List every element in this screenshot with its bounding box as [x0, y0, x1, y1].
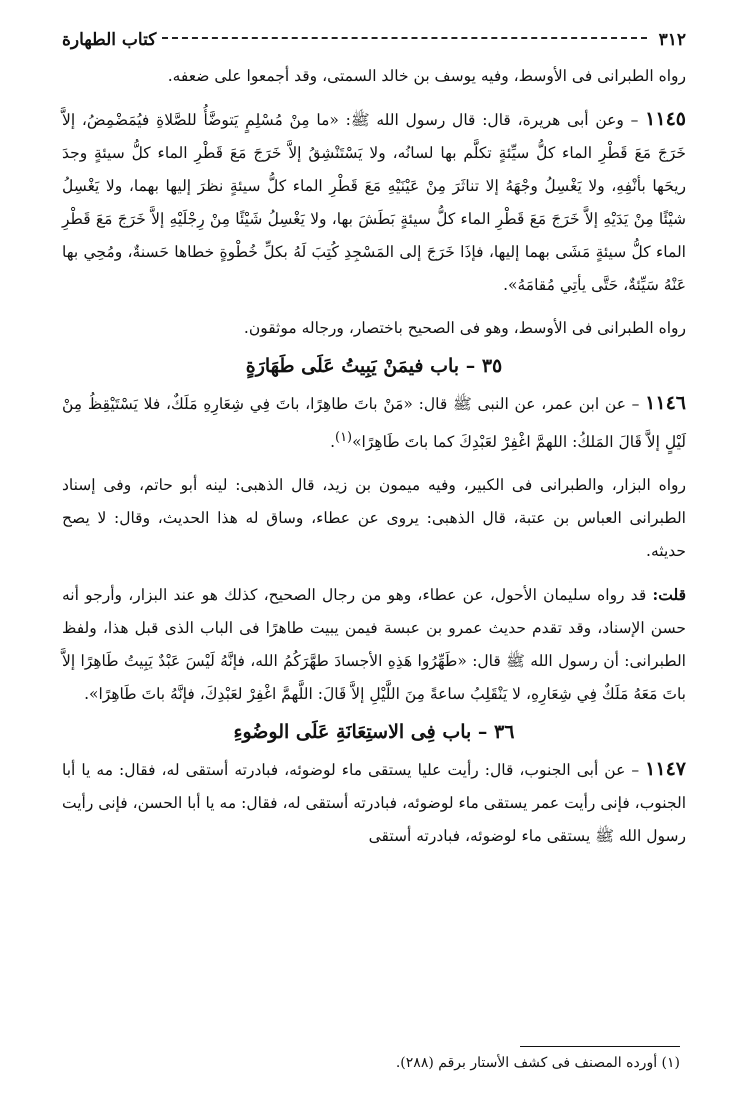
hadith-text-1147: – عن أبى الجنوب، قال: رأيت عليا يستقى ماء لوضوئه، فبادرته أستقى له، فقال: مه يا أبا الجنوب، فإنى رأيت عمر يستقى ماء لوضوئه، فبادرته أستقى له، فقال: مه يا أبا الحسن، فإنى رأيت رسول الله ﷺ يستقى ماء لوضوئه، فبادرته أستقى: [62, 761, 686, 846]
page-number: ٣١٢: [658, 30, 686, 50]
page-body: [62, 30, 686, 853]
footnote: (١) أورده المصنف فى كشف الأستار برقم (٢٨٨).: [395, 1055, 680, 1071]
source-note-3-text: رواه البزار، والطبرانى فى الكبير، وفيه ميمون بن زيد، قال الذهبى: لينه أبو حاتم، وفى إسناد الطبرانى العباس بن عتبة، قال الذهبى: يروى عن عطاء، وساق له هذا الحديث، وقال: لا يصح حديثه.: [62, 476, 686, 561]
hadith-1145: [62, 103, 686, 302]
footnote-ref: (١): [335, 430, 353, 445]
hadith-1146: ١١٤٦ – عن ابن عمر، عن النبى ﷺ قال: «مَنْ باتَ طاهِرًا، باتَ فِي شِعَارِهِ مَلَكٌ، فلا يَسْتَيْقِظُ مِنْ لَيْلٍ إلاَّ قَالَ المَلكُ: اللهمَّ اغْفِرْ لعَبْدِكَ كما باتَ طَاهِرًا»$^{(١)}$.: [62, 392, 686, 452]
source-note-1: [62, 60, 686, 93]
source-note-3: [62, 469, 686, 568]
running-header: [62, 30, 686, 58]
chapter-heading-35: ٣٥ – باب فيمَنْ يَبِيتُ عَلَى طَهَارَةٍ: [245, 355, 503, 377]
hadith-text-1145: – وعن أبى هريرة، قال: قال رسول الله ﷺ: «ما مِنْ مُسْلِمٍ يَتوضَّأُ للصَّلاةِ فيُمَضْمِضُ، إلاَّ خَرَجَ مَعَ قَطْرِ الماء كلُّ سيِّئةٍ تكلَّم بها لسانُه، ولا يَسْتَنْشِقُ إلاَّ خَرَجَ مَعَ قَطْرِ الماء كلُّ سيئةٍ وجدَ ريحَها بأنْفِهِ، ولا يَغْسِلُ وجْهَهُ إلا تناثَرَ مِنْ عَيْنَيْهِ مَعَ قَطْرِ الماء كلُّ سيئةٍ نظرَ إليها بهما، ولا يَغْسِلُ شيْئًا مِنْ يَدَيْهِ إلاَّ خَرَجَ مَعَ قَطْرِ الماء كلُّ سيئةٍ بَطَشَ بها، ولا يَغْسِلُ شَيْئًا مِنْ رِجْلَيْهِ إلاَّ خَرَجَ مَعَ قَطْرِ الماء كلُّ سيئةٍ مَشَى بهما إليها، فإذَا خَرَجَ إلى المَسْجِدِ كُتِبَ لَهُ بكلِّ خُطْوةٍ خطاها حَسنةٌ، ومُحِي بها عَنْهُ سَيِّئةٌ، حَتَّى يأتِي مُقامَهُ».: [62, 111, 686, 294]
hadith-number-1145: ١١٤٥: [645, 108, 686, 130]
hadith-number-1147: ١١٤٧: [645, 758, 686, 781]
hadith-text-1146: – عن ابن عمر، عن النبى ﷺ قال: «مَنْ باتَ طاهِرًا، باتَ فِي شِعَارِهِ مَلَكٌ، فلا يَسْتَيْقِظُ مِنْ لَيْلٍ إلاَّ قَالَ المَلكُ: اللهمَّ اغْفِرْ لعَبْدِكَ كما باتَ طَاهِرًا»: [62, 395, 686, 452]
hadith-1147: [62, 753, 686, 853]
header-divider: [162, 37, 646, 39]
footnote-rule: [520, 1046, 680, 1047]
book-title: كتاب الطهارة: [62, 30, 157, 50]
chapter-heading-36: ٣٦ – باب فِى الاستِعَانَةِ عَلَى الوضُوءِ: [233, 721, 515, 744]
hadith-number-1146: ١١٤٦: [645, 392, 686, 414]
commentary: [62, 578, 686, 711]
commentary-lead: قلت:: [652, 585, 686, 605]
source-note-2: [62, 312, 686, 345]
source-note-2-text: رواه الطبرانى فى الأوسط، وهو فى الصحيح باختصار، ورجاله موثقون.: [243, 319, 686, 337]
source-note-1-text: رواه الطبرانى فى الأوسط، وفيه يوسف بن خالد السمتى، وقد أجمعوا على ضعفه.: [167, 67, 686, 85]
commentary-text: قد رواه سليمان الأحول، عن عطاء، وهو من رجال الصحيح، كذلك هو عند البزار، وأرجو أنه حسن الإسناد، وقد تقدم حديث عمرو بن عبسة فيمن يبيت طاهرًا فى الباب الذى قبل هذا، ولفظ الطبرانى: أن رسول الله ﷺ قال: «طَهِّرُوا هَذِهِ الأجسادَ طهَّرَكُمُ الله، فإنَّهُ لَيْسَ عَبْدٌ يَبِيتُ طَاهِرًا إلاَّ باتَ مَعَهُ مَلَكٌ فِي شِعَارِهِ، لا يَنْقَلِبُ ساعةً مِنَ اللَّيْلِ إلاَّ قَالَ: اللَّهمَّ اغْفِرْ لعَبْدِكَ، فإنَّهُ باتَ طَاهِرًا».: [62, 586, 686, 704]
